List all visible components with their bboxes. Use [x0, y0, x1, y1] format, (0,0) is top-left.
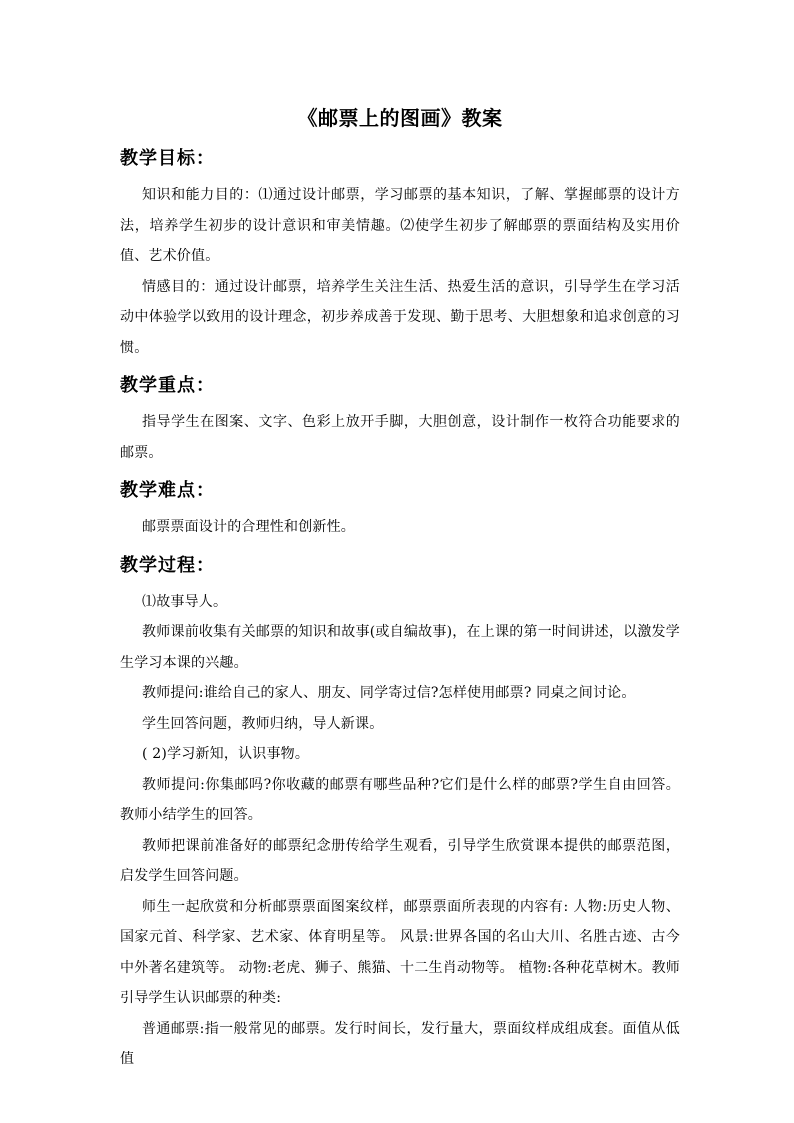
paragraph-process-4: 学生回答问题，教师归纳，导人新课。: [142, 715, 384, 732]
paragraph-process-3: 教师提问:谁给自己的家人、朋友、同学寄过信?怎样使用邮票? 同桌之间讨论。: [142, 685, 636, 701]
paragraph-process-1: ⑴故事导人。: [142, 593, 228, 610]
document-page: [120, 100, 680, 1075]
paragraph-key-points: 指导学生在图案、文字、色彩上放开手脚，大胆创意，设计制作一枚符合功能要求的邮票。: [120, 414, 680, 461]
document-title: 《邮票上的图画》教案: [297, 106, 503, 130]
paragraph-process-8: 师生一起欣赏和分析邮票票面图案纹样，邮票票面所表现的内容有: 人物:历史人物、国家元首、科学家、艺术家、体育明星等。 风景:世界各国的名山大川、名胜古迹、古今中外著名建筑等。 动物:老虎、狮子、熊猫、十二生肖动物等。 植物:各种花草树木。教师引导学生认识邮票的种类:: [120, 898, 680, 1006]
paragraph-process-9: 普通邮票:指一般常见的邮票。发行时间长，发行量大，票面纹样成组成套。面值从低值: [120, 1020, 680, 1067]
paragraph-process-5: ( 2)学习新知，认识事物。: [142, 746, 310, 762]
paragraph-process-7: 教师把课前准备好的邮票纪念册传给学生观看，引导学生欣赏课本提供的邮票范图，启发学生回答问题。: [120, 837, 680, 884]
section-heading-difficulties: 教学难点：: [120, 480, 215, 501]
section-heading-key-points: 教学重点：: [120, 375, 215, 396]
section-heading-process: 教学过程：: [120, 554, 215, 576]
paragraph-process-6: 教师提问:你集邮吗?你收藏的邮票有哪些品种?它们是什么样的邮票?学生自由回答。教师小结学生的回答。: [120, 776, 680, 823]
paragraph-process-2: 教师课前收集有关邮票的知识和故事(或自编故事)，在上课的第一时间讲述，以激发学生学习本课的兴趣。: [120, 624, 680, 671]
paragraph-goals-knowledge: 知识和能力目的：⑴通过设计邮票，学习邮票的基本知识，了解、掌握邮票的设计方法，培养学生初步的设计意识和审美情趣。⑵使学生初步了解邮票的票面结构及实用价值、艺术价值。: [120, 187, 680, 264]
paragraph-difficulties: 邮票票面设计的合理性和创新性。: [142, 519, 355, 535]
paragraph-goals-emotion: 情感目的：通过设计邮票，培养学生关注生活、热爱生活的意识，引导学生在学习活动中体验学以致用的设计理念，初步养成善于发现、勤于思考、大胆想象和追求创意的习惯。: [120, 278, 680, 356]
section-heading-goals: 教学目标：: [120, 148, 215, 169]
